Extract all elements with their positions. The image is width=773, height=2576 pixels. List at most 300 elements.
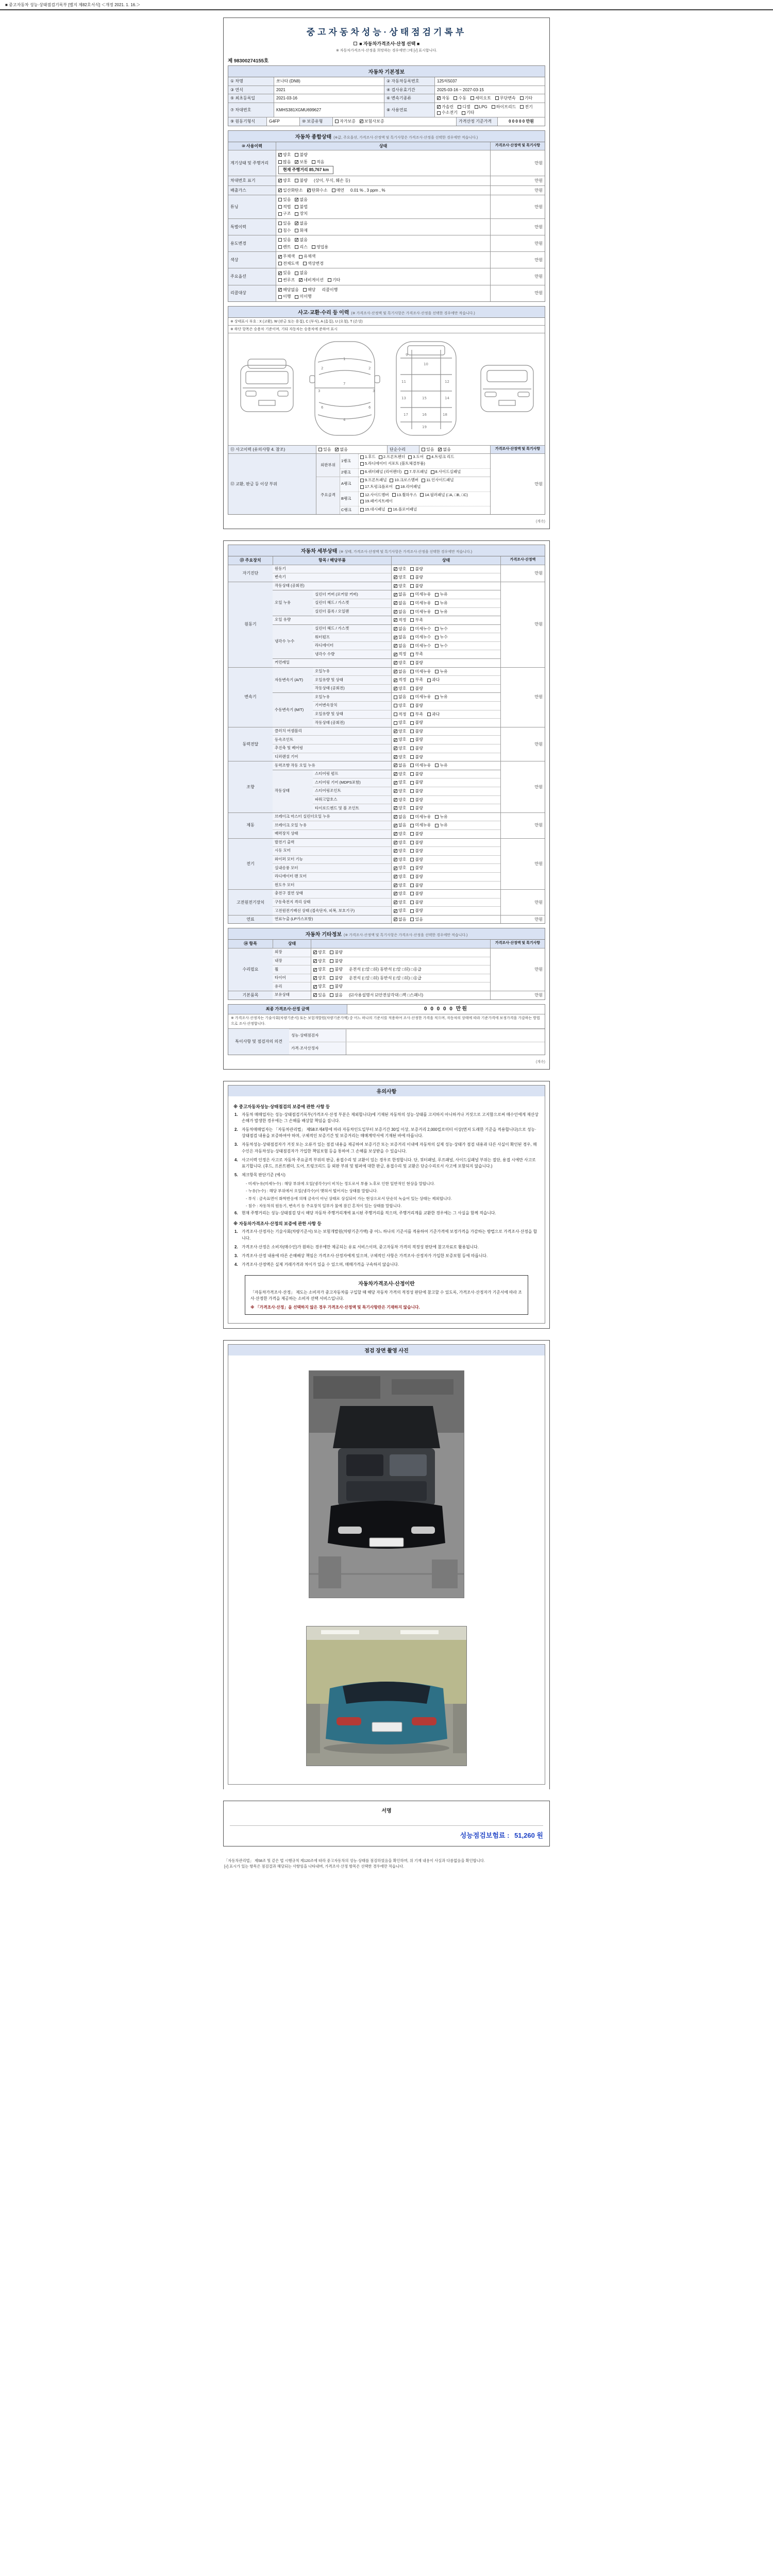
checkbox-item [394, 660, 406, 666]
checked-checkbox-icon [394, 679, 397, 682]
checkbox-item [495, 95, 516, 101]
checkbox-item [278, 152, 291, 158]
price-cell: 만원 [490, 219, 545, 235]
checkbox-label: 구조 [283, 211, 291, 216]
checkbox-label: 렌트 [283, 244, 291, 249]
checkbox-label: 적정 [398, 677, 407, 683]
checkbox-label: 있음 [283, 270, 291, 276]
current-mileage-box: 현재 주행거리 85,767 km [278, 166, 333, 174]
svg-text:6: 6 [368, 405, 371, 410]
checkbox-label: 없음 [398, 592, 407, 597]
svg-text:13: 13 [401, 396, 406, 400]
checkbox-label: 없음 [398, 823, 407, 828]
checked-checkbox-icon [307, 189, 311, 192]
panel-group-name: 외판부위 [316, 454, 340, 476]
unchecked-checkbox-icon [394, 721, 397, 725]
checkbox-item [278, 159, 291, 165]
checkbox-label: 양호 [398, 686, 407, 691]
checked-checkbox-icon [394, 636, 397, 639]
device-group-row [228, 948, 545, 991]
checkbox-item [278, 178, 291, 184]
checkbox-item [410, 600, 431, 606]
checkbox-label: 과다 [431, 677, 440, 683]
checkbox-label: 없음 [340, 447, 348, 452]
checkbox-item [394, 891, 406, 897]
checkbox-label: 기타 [332, 278, 341, 283]
unchecked-checkbox-icon [410, 696, 414, 699]
column-header: 가격조사·산정액 및 특기사항 [490, 446, 545, 454]
unchecked-checkbox-icon [410, 858, 414, 861]
checkbox-label: 네비게이션 [304, 278, 324, 283]
checkbox-item [303, 261, 324, 267]
item-status [391, 813, 500, 821]
unchecked-checkbox-icon [520, 96, 524, 100]
notice-item [234, 1127, 539, 1139]
item-status [391, 839, 500, 847]
checkbox-label: 양호 [398, 891, 407, 896]
unchecked-checkbox-icon [435, 824, 439, 827]
checkbox-item [295, 178, 307, 184]
notice-item [234, 1244, 539, 1250]
unchecked-checkbox-icon [278, 278, 282, 282]
device-name: 연료 [228, 916, 273, 924]
notice-item-number: 3. [234, 1142, 238, 1147]
checked-checkbox-icon [394, 918, 397, 921]
table-row [228, 86, 545, 94]
item-label: 동력조향 작동 오일 누유 [273, 761, 391, 770]
checkbox-item [330, 992, 342, 998]
checkbox-item [394, 883, 406, 889]
checkbox-label: 없음 [398, 763, 407, 768]
checkbox-label: 없음 [334, 993, 343, 998]
inspection-photo-engine-bay [309, 1371, 464, 1598]
item-label: 오일누유 [313, 668, 391, 676]
checked-checkbox-icon [394, 738, 397, 742]
item-row [313, 668, 500, 676]
checkbox-item [420, 493, 468, 498]
notice-item-text: 가격조사·산정액은 실제 거래가격과 차이가 있을 수 있으며, 매매가격을 구속하지 않습니다. [242, 1262, 399, 1267]
checkbox-item [410, 711, 423, 718]
notice-section-title: ※ 자동차가격조사·산정의 보증에 관한 사항 등 [233, 1221, 322, 1227]
rank-row [340, 477, 490, 492]
checkbox-item [295, 159, 307, 165]
notice-item-number: 1. [234, 1229, 238, 1234]
checkbox-label: 누수 [440, 635, 448, 640]
column-header: 상태 [276, 142, 490, 150]
svg-text:15: 15 [422, 396, 427, 400]
definition-box-title: 자동차가격조사·산정이란 [358, 1281, 415, 1287]
checkbox-item [396, 484, 421, 490]
item-row [313, 718, 500, 727]
field-value: KMHS381XGMU699627 [274, 103, 384, 117]
table-row [228, 195, 545, 218]
checkbox-label: 미세누유 [415, 694, 431, 700]
table-row [228, 117, 545, 126]
checkbox-label: 불량 [334, 958, 343, 963]
checkbox-item [394, 900, 406, 906]
checkbox-label: 누수 [440, 626, 448, 631]
item-row [273, 813, 500, 821]
notice-item-number: 4. [234, 1157, 238, 1162]
checkbox-item [453, 95, 466, 101]
checkbox-item [435, 626, 447, 632]
checkbox-item [295, 228, 307, 234]
checked-checkbox-icon [394, 909, 397, 913]
item-label: 실린더 헤드 / 가스켓 [313, 625, 391, 633]
checkbox-label: 불량 [415, 874, 423, 879]
item-label: 타이어 [273, 974, 311, 982]
checkbox-item [394, 600, 406, 606]
item-row [313, 710, 500, 719]
notice-item [234, 1142, 539, 1154]
item-row [273, 582, 500, 590]
accident-history-table [228, 317, 545, 515]
item-label: 파워고압호스 [313, 796, 391, 804]
checkbox-item [278, 244, 291, 250]
checkbox-item [278, 188, 303, 194]
unchecked-checkbox-icon [427, 713, 431, 716]
price-select-label: ■ 자동차가격조사·산정 선택 ■ [359, 41, 420, 46]
checkbox-label: 12.사이드멤버 [365, 492, 389, 497]
table-header-row [228, 142, 545, 150]
unchecked-checkbox-icon [295, 245, 298, 249]
table-row [228, 1014, 545, 1028]
final-price-table [228, 1004, 545, 1056]
checkbox-label: 불량 [415, 866, 423, 871]
checkbox-item [360, 507, 385, 513]
checkbox-label: 있음 [318, 993, 326, 998]
item-row [273, 863, 500, 872]
checkbox-item [410, 831, 423, 837]
item-label: 라디에이터 [313, 642, 391, 650]
checkbox-item [295, 152, 307, 158]
checkbox-item [394, 797, 406, 803]
item-chunk [273, 658, 500, 667]
checkbox-label: 14.필러패널 (□A, □B, □C) [425, 492, 468, 497]
checkbox-item [295, 237, 307, 243]
unchecked-checkbox-icon [410, 875, 414, 878]
diagram-note: ※ 하단 항목은 승용차 기준이며, 기타 자동차는 승용차에 준하여 표시 [228, 325, 545, 333]
item-status [391, 573, 500, 582]
checkbox-label: 불량 [334, 984, 343, 989]
checkbox-item [278, 270, 291, 276]
item-label: 브레이크 오일 누유 [273, 821, 391, 829]
item-row [273, 829, 500, 838]
unchecked-checkbox-icon [410, 909, 414, 913]
checkbox-label: 미세누유 [415, 763, 431, 768]
row-label: ⑪ 사고이력 (유의사항 4. 참조) [228, 446, 316, 454]
field-label: ⑩ 보증유형 [299, 117, 332, 126]
device-group-row [228, 727, 545, 761]
checkbox-item [410, 848, 423, 854]
checkbox-label: 불량 [415, 575, 423, 580]
price-survey-definition-box [245, 1275, 528, 1315]
section-header: 사고·교환·수리 등 이력 (※ 가격조사·산정액 및 특기사항은 가격조사·산정을 선택한 경우에만 적습니다.) [228, 306, 545, 317]
item-status [391, 676, 500, 684]
unchecked-checkbox-icon [420, 493, 424, 497]
checkbox-label: 19.패키지트레이 [365, 499, 393, 504]
checked-checkbox-icon [394, 764, 397, 767]
checkbox-label: 양호 [398, 874, 407, 879]
item-status [391, 702, 500, 710]
notice-item-number: 1. [234, 1112, 238, 1117]
item-label: 실린더 헤드 / 가스켓 [313, 599, 391, 607]
grouped-table [228, 556, 545, 924]
row-status [276, 235, 490, 251]
unchecked-checkbox-icon [278, 295, 282, 299]
notice-item-text: 가격조사·산정자는 기술사회(차량기준서) 또는 보험개발원(차량기준가액) 중 어느 하나의 기준서를 적용하여 기준가격에 보정가격을 가감하는 방법으로 가격조사·산정을 합니다. [242, 1229, 537, 1241]
checked-checkbox-icon [394, 901, 397, 904]
unchecked-checkbox-icon [410, 593, 414, 597]
status-line [278, 165, 488, 175]
checkbox-item [394, 634, 406, 640]
checkbox-item [435, 694, 447, 700]
checkbox-item [410, 822, 431, 828]
checkbox-label: 색상변경 [307, 261, 324, 266]
item-row [273, 761, 500, 770]
panel-group [316, 454, 490, 476]
checkbox-item [295, 294, 311, 300]
price-cell: 만원 [500, 761, 545, 812]
unchecked-checkbox-icon [492, 105, 495, 109]
item-row [313, 701, 500, 710]
checkbox-label: 미이행 [299, 294, 312, 299]
checkbox-item [330, 984, 342, 990]
table-row [228, 77, 545, 86]
device-name: 전기 [228, 839, 273, 890]
checked-checkbox-icon [313, 976, 317, 980]
checkbox-label: 불량 [415, 788, 423, 793]
notice-item [234, 1157, 539, 1170]
status-suffix: 0.01 % , 3 ppm , % [350, 188, 385, 193]
detail-condition-section [228, 545, 545, 924]
unchecked-checkbox-icon [495, 96, 499, 100]
checkbox-item [394, 626, 406, 632]
sub-group-label: 오일 누유 [273, 590, 313, 616]
final-price-value: 0 0 0 0 0 만원 [347, 1005, 545, 1014]
checkbox-label: 불량 [415, 891, 423, 896]
item-row [273, 872, 500, 881]
checkbox-item [394, 651, 406, 657]
checkbox-item [332, 188, 344, 194]
insurance-fee-label: 성능점검보험료 : [460, 1831, 510, 1839]
item-chunk [273, 839, 500, 890]
checkbox-label: 양호 [398, 737, 407, 742]
checkbox-item [410, 779, 423, 786]
checked-checkbox-icon [394, 730, 397, 733]
unchecked-checkbox-icon [410, 627, 414, 631]
checkbox-item [360, 454, 376, 460]
notice-section-title: ※ 중고자동차성능·상태점검의 보증에 관한 사항 등 [233, 1104, 330, 1110]
item-label: 연료누출 (LP가스포함) [273, 916, 391, 924]
svg-text:1: 1 [343, 357, 346, 361]
unchecked-checkbox-icon [435, 764, 439, 767]
checked-checkbox-icon [394, 687, 397, 690]
checkbox-label: 장치 [299, 211, 308, 216]
item-label: 오일 유량 [273, 616, 391, 624]
checkbox-item [295, 211, 307, 217]
price-cell: 만원 [490, 454, 545, 514]
price-cell: 만원 [500, 890, 545, 915]
checkbox-label: 불량 [415, 883, 423, 888]
item-status [391, 710, 500, 719]
checkbox-label: 없음 [299, 238, 308, 243]
item-row [313, 607, 500, 616]
status-line [278, 196, 488, 204]
unchecked-checkbox-icon [475, 105, 478, 109]
table-row [228, 268, 545, 284]
unchecked-checkbox-icon [431, 470, 434, 474]
item-status [391, 744, 500, 753]
item-row [273, 916, 500, 924]
item-status [311, 948, 490, 957]
unchecked-checkbox-icon [278, 245, 282, 249]
item-row [313, 693, 500, 701]
notice-item [234, 1210, 539, 1216]
item-row [273, 957, 490, 965]
item-row [273, 890, 500, 898]
field-label: ① 차명 [228, 77, 274, 86]
checkbox-label: 없음 [398, 643, 407, 648]
checkbox-item [394, 711, 406, 718]
checkbox-label: 누유 [440, 600, 448, 605]
checked-checkbox-icon [394, 567, 397, 571]
table-row [228, 453, 545, 514]
checked-checkbox-icon [394, 575, 397, 579]
checkbox-item [410, 694, 431, 700]
unchecked-checkbox-icon [295, 153, 298, 157]
checkbox-label: 불량 [415, 720, 423, 725]
checkbox-item [422, 478, 453, 483]
status-line [278, 244, 488, 251]
device-group-row [228, 761, 545, 812]
checkbox-label: 불량 [415, 900, 423, 905]
row-status [276, 176, 490, 185]
item-status [391, 873, 500, 881]
price-cell: 만원 [500, 839, 545, 890]
rank-row [340, 506, 490, 514]
item-label: 기어변속장치 [313, 702, 391, 710]
checkbox-label: 미세누수 [415, 626, 431, 631]
row-status [276, 285, 490, 301]
item-row [313, 675, 500, 684]
checkbox-label: 불량 [415, 754, 423, 759]
rank-label: 1랭크 [340, 454, 359, 468]
notice-sub-item: - 미세누유(미세누수) : 해당 부위에 오일(냉각수)이 비치는 정도로서 부품 노후로 인한 일반적인 현상을 말합니다. [246, 1181, 435, 1186]
svg-text:16: 16 [422, 412, 427, 417]
svg-text:12: 12 [445, 379, 449, 384]
checkbox-label: 양호 [398, 754, 407, 759]
row-label: 배출가스 [228, 186, 276, 195]
item-row [273, 659, 500, 667]
bottom-notes [223, 1858, 550, 1870]
checkbox-label: 없음 [398, 609, 407, 614]
item-label: 변속기 [273, 573, 391, 582]
unchecked-checkbox-icon [410, 644, 414, 648]
checkbox-item [278, 221, 291, 227]
unchecked-checkbox-icon [410, 772, 414, 776]
checkbox-item [360, 493, 389, 498]
checkbox-item [394, 609, 406, 615]
device-group-row [228, 812, 545, 838]
item-status [391, 565, 500, 573]
checkbox-item [410, 891, 423, 897]
unchecked-checkbox-icon [410, 738, 414, 742]
item-label: 타이로드엔드 및 볼 조인트 [313, 804, 391, 812]
checkbox-label: 불량 [415, 780, 423, 785]
checkbox-label: 불량 [334, 950, 343, 955]
checkbox-item [313, 958, 326, 964]
checkbox-item [410, 617, 423, 623]
device-group-row [228, 889, 545, 915]
checkbox-label: 탄화수소 [311, 188, 328, 193]
checked-checkbox-icon [295, 238, 298, 242]
rank-items [359, 492, 490, 506]
sub-group-label: 수동변속기 (M/T) [273, 693, 313, 726]
checkbox-item [410, 771, 423, 777]
item-chunk [273, 948, 490, 991]
checked-checkbox-icon [278, 272, 282, 275]
insurance-fee-value: 51,260 원 [514, 1831, 543, 1839]
checkbox-item [435, 822, 447, 828]
item-status [391, 727, 500, 736]
checkbox-item [303, 287, 315, 293]
checkbox-label: 양호 [398, 703, 407, 708]
checkbox-item [394, 762, 406, 769]
item-label: 클러치 어셈블리 [273, 727, 391, 736]
checkbox-item [492, 104, 516, 110]
price-cell: 만원 [490, 150, 545, 176]
field-label: ④ 검사유효기간 [384, 86, 434, 94]
checkbox-item [435, 669, 447, 675]
unchecked-checkbox-icon [278, 205, 282, 209]
item-label: 등속조인트 [273, 736, 391, 744]
device-name: 수리필요 [228, 948, 273, 991]
price-cell: 만원 [490, 948, 545, 991]
checked-checkbox-icon [278, 153, 282, 157]
item-label: 고전원전기배선 상태 (접속단자, 피복, 보호기구) [273, 907, 391, 915]
checkbox-item [435, 814, 447, 820]
unchecked-checkbox-icon [410, 755, 414, 759]
checkbox-item [410, 857, 423, 863]
checkbox-item [278, 294, 291, 300]
item-status [391, 916, 500, 924]
checkbox-label: 있음 [283, 221, 291, 226]
row-status [419, 446, 490, 454]
item-status [391, 668, 500, 676]
checkbox-label: 유채색 [304, 254, 316, 259]
law-note-2: [√] 표시가 있는 항목은 점검결과 해당되는 사항임을 나타내며, 가격조사·산정 항목은 선택한 경우에만 적습니다. [224, 1864, 405, 1869]
checked-checkbox-icon [313, 985, 317, 989]
item-label: 시동 모터 [273, 847, 391, 855]
device-group-row [228, 667, 545, 727]
opinion-role: 성능·상태점검자 [289, 1029, 346, 1042]
checkbox-item [295, 270, 307, 276]
unchecked-checkbox-icon [453, 96, 457, 100]
unchecked-checkbox-icon [410, 687, 414, 690]
overall-condition-section [228, 130, 545, 302]
checkbox-label: 부족 [415, 711, 423, 717]
checked-checkbox-icon [394, 618, 397, 622]
unchecked-checkbox-icon [410, 679, 414, 682]
unchecked-checkbox-icon [410, 901, 414, 904]
table-row [228, 285, 545, 301]
checkbox-item [360, 469, 401, 475]
checkbox-item [394, 566, 406, 572]
item-status [311, 991, 490, 999]
checkbox-item [278, 237, 291, 243]
item-chunk [273, 565, 500, 582]
